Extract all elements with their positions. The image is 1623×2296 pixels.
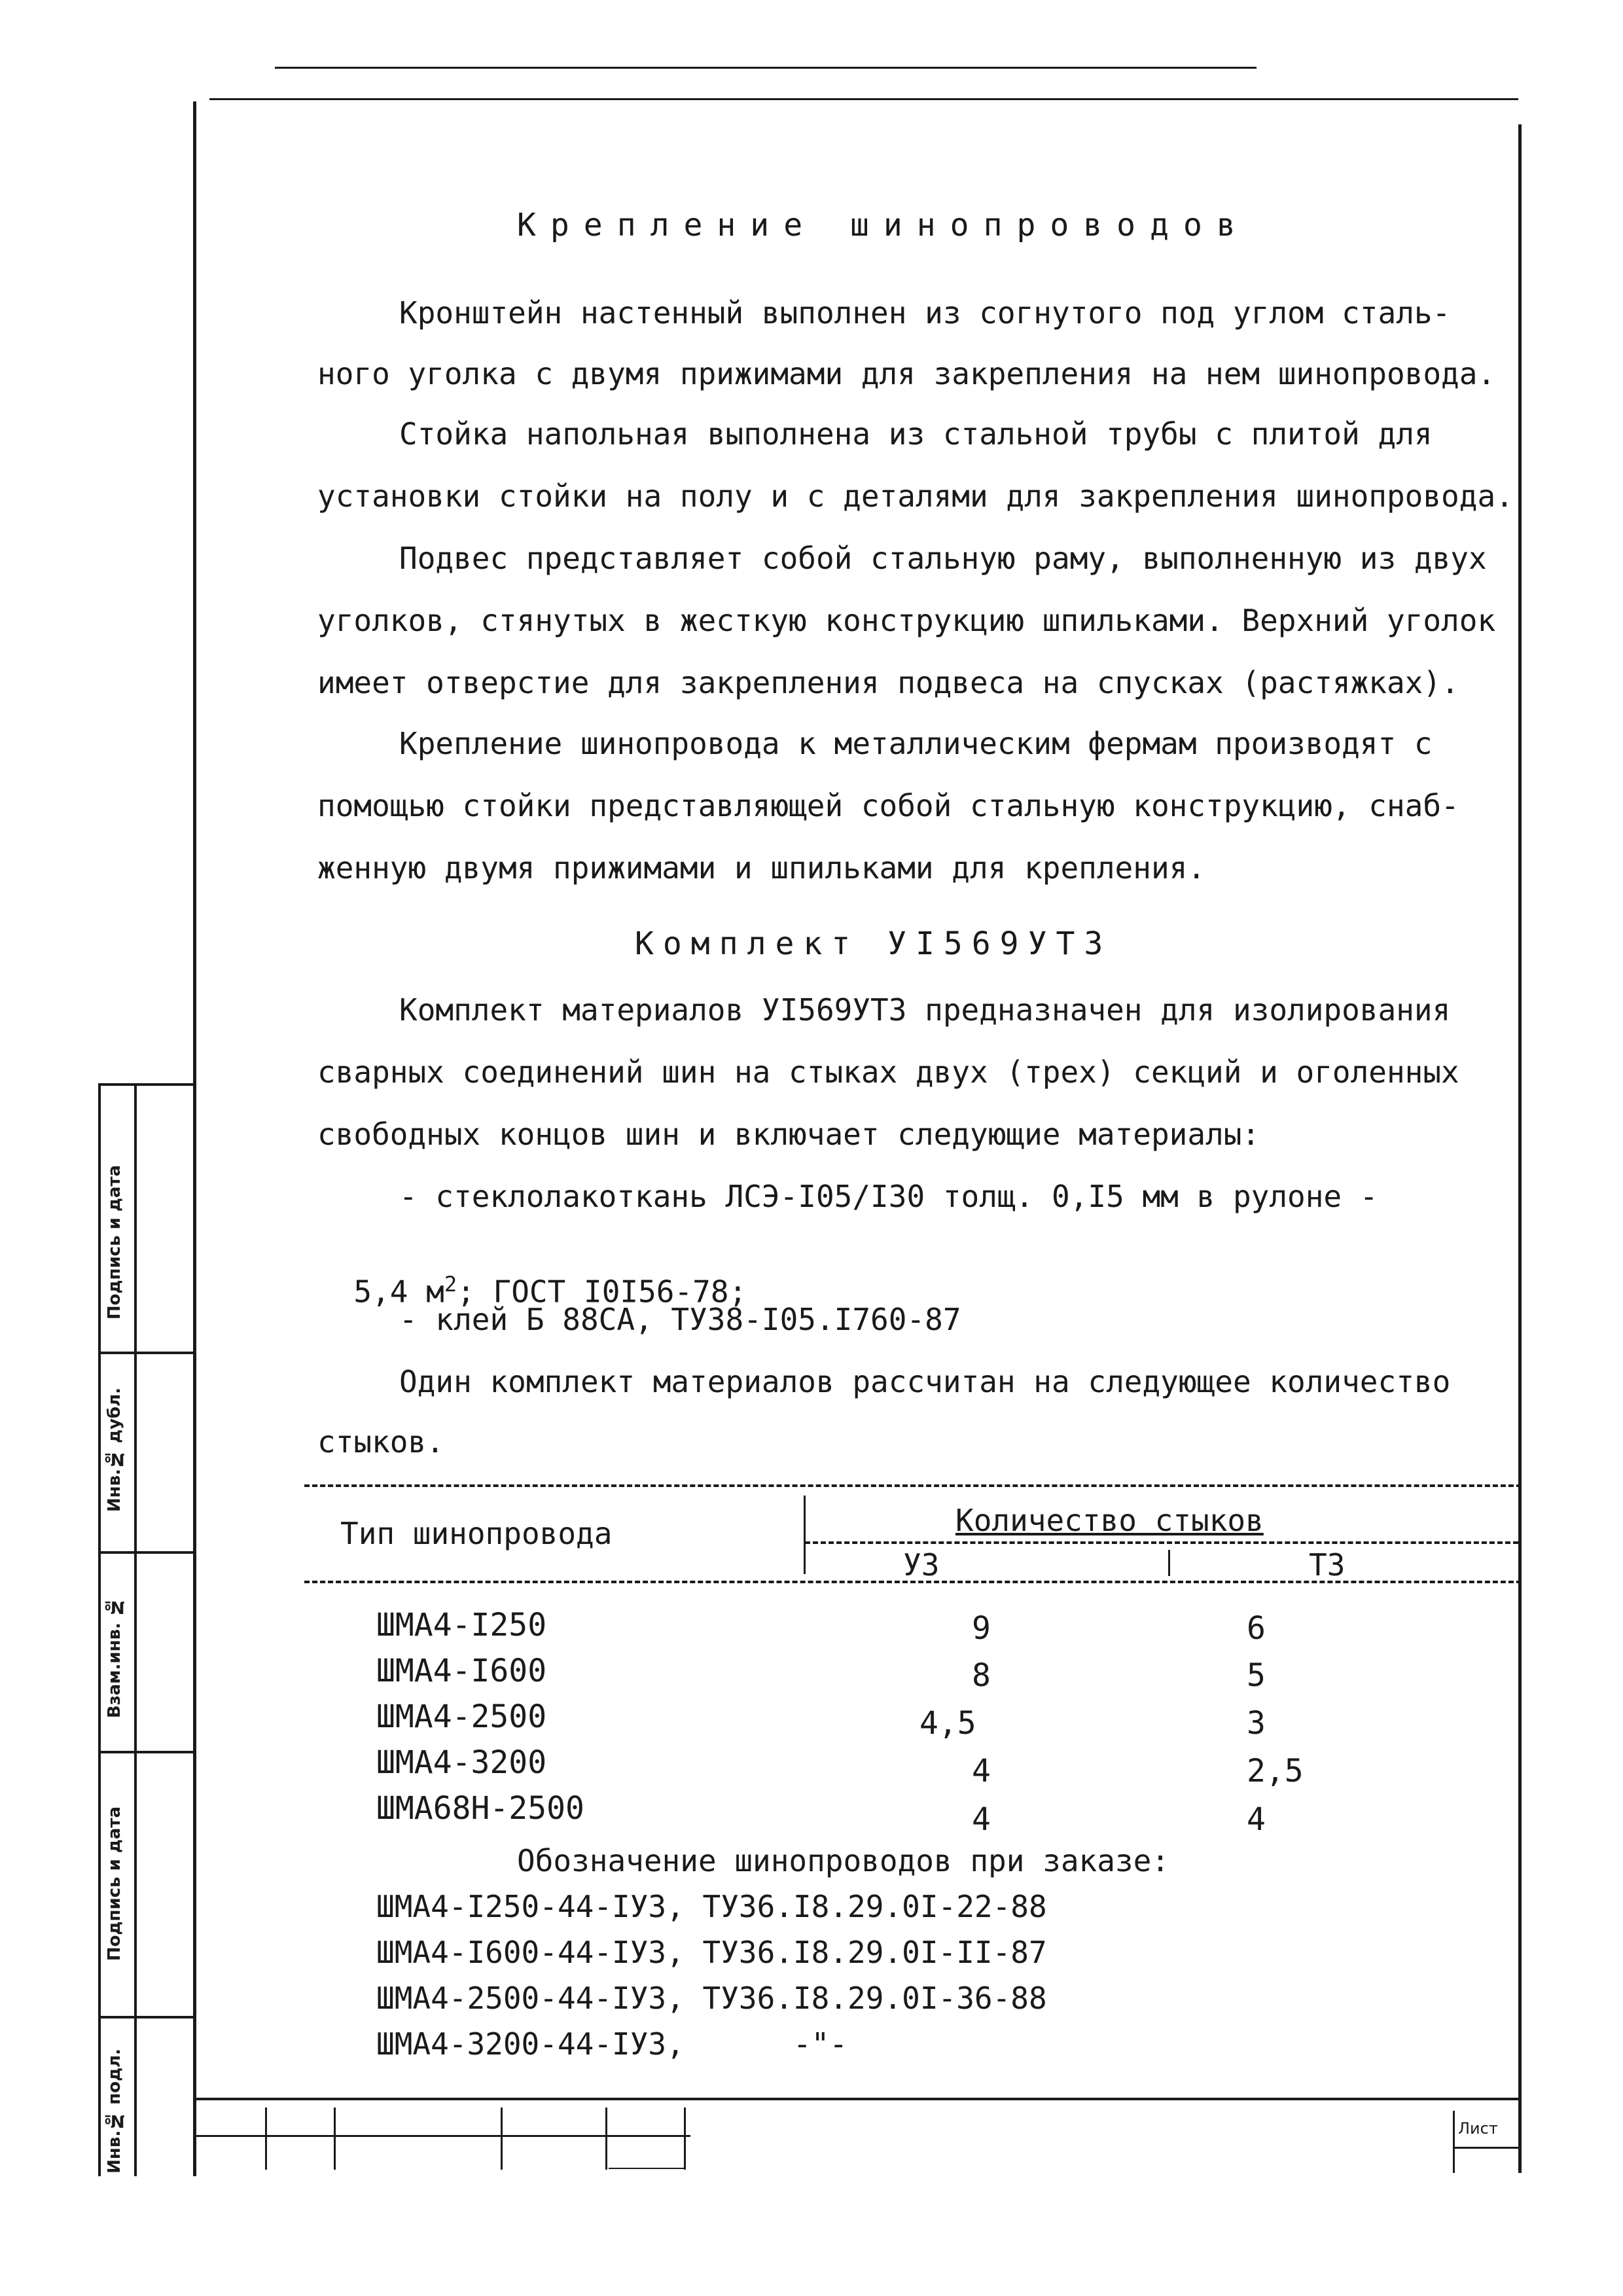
section-line-6: - клей Б 88СА, ТУ38-I05.I760-87 — [399, 1302, 961, 1337]
table-row-5-type: ШМА68Н-2500 — [376, 1790, 584, 1827]
top-rule-2 — [209, 98, 1518, 100]
table-row-2-u3: 8 — [972, 1657, 991, 1694]
side-stamp-top — [98, 1083, 196, 1086]
table-row-1-type: ШМА4-I250 — [376, 1607, 547, 1643]
table-count-rule — [805, 1541, 1518, 1544]
sheet-box-line — [1453, 2147, 1518, 2149]
table-row-4-u3: 4 — [972, 1753, 991, 1789]
table-row-3-t3: 3 — [1247, 1705, 1266, 1742]
table-row-5-t3: 4 — [1247, 1801, 1266, 1838]
side-label-original-inventory: Инв.№ подл. — [105, 2049, 124, 2174]
body-line-5: Подвес представляет собой стальную раму, выполненную из двух — [399, 541, 1487, 576]
bottom-stamp-tick-2 — [334, 2108, 336, 2170]
body-line-6: уголков, стянутых в жесткую конструкцию шпильками. Верхний уголок — [317, 603, 1496, 638]
superscript: 2 — [444, 1272, 457, 1297]
bottom-stamp-line — [193, 2135, 690, 2137]
table-header-u3: У3 — [903, 1547, 940, 1583]
side-stamp-div4 — [98, 2016, 196, 2018]
order-line-4: ШМА4-3200-44-IУ3, -"- — [376, 2026, 848, 2062]
body-line-10: женную двумя прижимами и шпильками для крепления. — [317, 850, 1206, 886]
table-row-1-t3: 6 — [1247, 1610, 1266, 1647]
section-line-7: Один комплект материалов рассчитан на следующее количество — [399, 1364, 1451, 1399]
bottom-stamp-tick-1 — [265, 2108, 267, 2170]
bottom-stamp-tick-4 — [605, 2108, 607, 2170]
order-title: Обозначение шинопроводов при заказе: — [517, 1843, 1169, 1878]
section-line-4: - стеклолакоткань ЛСЭ-I05/I30 толщ. 0,I5 мм в рулоне - — [399, 1179, 1378, 1214]
table-header-sep — [804, 1496, 806, 1574]
body-line-1: Кронштейн настенный выполнен из согнутого под углом сталь- — [399, 295, 1451, 331]
side-label-signature-date-1: Подпись и дата — [105, 1165, 124, 1320]
table-row-5-u3: 4 — [972, 1801, 991, 1838]
table-row-1-u3: 9 — [972, 1610, 991, 1647]
table-top-rule — [304, 1484, 1522, 1487]
bottom-stamp-tick-5 — [684, 2108, 686, 2170]
table-header-type: Тип шинопровода — [340, 1516, 613, 1551]
side-stamp-mid — [134, 1083, 137, 2176]
frame-left — [193, 101, 196, 2176]
bottom-stamp-tick-3 — [501, 2108, 503, 2170]
table-row-3-type: ШМА4-2500 — [376, 1698, 547, 1735]
side-stamp-left — [98, 1083, 101, 2176]
frame-bottom — [193, 2098, 1522, 2100]
body-line-2: ного уголка с двумя прижимами для закрепления на нем шинопровода. — [317, 356, 1496, 391]
side-label-replace-inventory: Взам.инв. № — [105, 1597, 124, 1719]
body-line-4: установки стойки на полу и с деталями для закрепления шинопровода. — [317, 478, 1514, 514]
table-header-t3: Т3 — [1309, 1547, 1346, 1583]
page-title: Крепление шинопроводов — [517, 207, 1250, 243]
frame-right — [1518, 124, 1522, 2173]
section-line-3: свободных концов шин и включает следующие материалы: — [317, 1117, 1260, 1152]
body-line-9: помощью стойки представляющей собой стальную конструкцию, снаб- — [317, 788, 1459, 823]
table-row-3-u3: 4,5 — [919, 1705, 976, 1742]
table-header-count: Количество стыков — [955, 1503, 1264, 1538]
body-line-8: Крепление шинопровода к металлическим фермам производят с — [399, 726, 1433, 761]
section-line-5 — [317, 1244, 747, 1310]
side-stamp-div2 — [98, 1551, 196, 1554]
side-label-signature-date-2: Подпись и дата — [105, 1806, 124, 1962]
order-line-2: ШМА4-I600-44-IУ3, ТУ36.I8.29.0I-II-87 — [376, 1935, 1047, 1970]
table-row-4-type: ШМА4-3200 — [376, 1744, 547, 1781]
table-row-4-t3: 2,5 — [1247, 1753, 1304, 1789]
order-line-1: ШМА4-I250-44-IУ3, ТУ36.I8.29.0I-22-88 — [376, 1889, 1047, 1924]
area-value: 5,4 м — [353, 1274, 444, 1310]
top-rule-1 — [275, 67, 1257, 69]
table-row-2-type: ШМА4-I600 — [376, 1653, 547, 1689]
order-line-3: ШМА4-2500-44-IУ3, ТУ36.I8.29.0I-36-88 — [376, 1981, 1047, 2016]
table-row-2-t3: 5 — [1247, 1657, 1266, 1694]
body-line-7: имеет отверстие для закрепления подвеса на спусках (растяжках). — [317, 665, 1459, 700]
side-label-dup-inventory: Инв.№ дубл. — [105, 1388, 124, 1513]
gost-ref: ; ГОСТ I0I56-78; — [457, 1274, 747, 1310]
section-title: Комплект УI569УТ3 — [635, 925, 1113, 962]
table-header-bottom-rule — [304, 1581, 1522, 1583]
section-line-8: стыков. — [317, 1424, 444, 1460]
section-line-1: Комплект материалов УI569УТ3 предназначен для изолирования — [399, 992, 1451, 1028]
side-stamp-div1 — [98, 1352, 196, 1354]
bottom-stamp-underline — [609, 2168, 684, 2169]
table-header-sep2 — [1168, 1550, 1170, 1576]
body-line-3: Стойка напольная выполнена из стальной трубы с плитой для — [399, 416, 1433, 452]
sheet-label: Лист — [1458, 2119, 1498, 2138]
side-stamp-div3 — [98, 1751, 196, 1753]
sheet-box-left — [1453, 2111, 1455, 2173]
section-line-2: сварных соединений шин на стыках двух (трех) секций и оголенных — [317, 1054, 1459, 1090]
